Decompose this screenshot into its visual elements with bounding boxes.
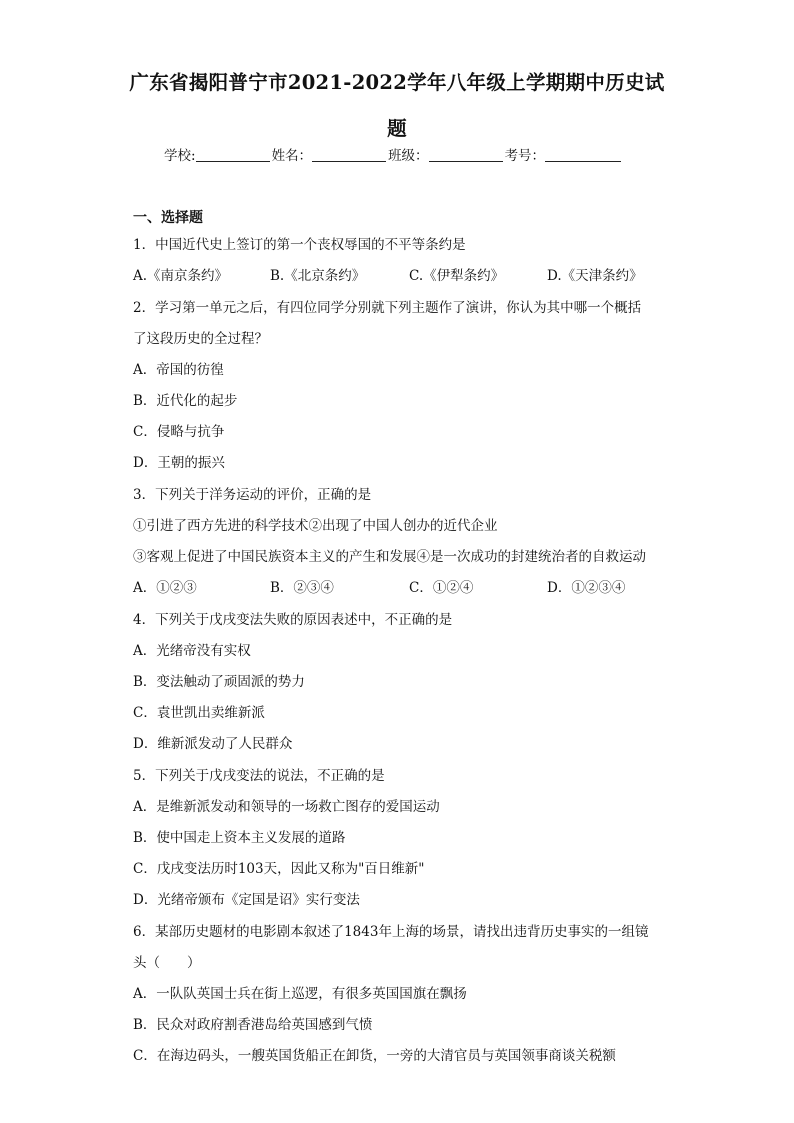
name-label: 姓名： [271, 148, 313, 164]
exam-number-label: 考号： [504, 148, 546, 164]
section-heading: 一、选择题 [133, 210, 203, 226]
question-1-option-d: D.《天津条约》 [547, 268, 643, 284]
exam-number-blank[interactable] [545, 146, 621, 162]
question-2-option-c: C．侵略与抗争 [133, 424, 225, 440]
question-4-option-a: A．光绪帝没有实权 [133, 643, 251, 659]
question-5-option-c: C．戊戌变法历时103天，因此又称为"百日维新" [133, 861, 425, 877]
question-2-stem: 2．学习第一单元之后，有四位同学分别就下列主题作了演讲，你认为其中哪一个概括 [133, 300, 642, 316]
question-6-option-c: C．在海边码头，一艘英国货船正在卸货，一旁的大清官员与英国领事商谈关税额 [133, 1048, 616, 1064]
page-title-continued: 题 [387, 117, 407, 140]
question-1-option-c: C.《伊犁条约》 [409, 268, 505, 284]
question-2-stem-continued: 了这段历史的全过程？ [133, 331, 268, 347]
question-6-option-b: B．民众对政府割香港岛给英国感到气愤 [133, 1017, 373, 1033]
question-6-option-a: A．一队队英国士兵在街上巡逻，有很多英国国旗在飘扬 [133, 986, 467, 1002]
question-3-statements-1: ①引进了西方先进的科学技术②出现了中国人创办的近代企业 [133, 518, 498, 534]
question-3-option-b: B．②③④ [270, 580, 334, 596]
question-4-option-c: C．袁世凯出卖维新派 [133, 705, 265, 721]
question-3-statements-2: ③客观上促进了中国民族资本主义的产生和发展④是一次成功的封建统治者的自救运动 [133, 549, 646, 565]
question-2-option-a: A．帝国的彷徨 [133, 362, 224, 378]
question-2-option-d: D．王朝的振兴 [133, 455, 225, 471]
question-3-stem: 3．下列关于洋务运动的评价，正确的是 [133, 487, 372, 503]
question-1-stem: 1．中国近代史上签订的第一个丧权辱国的不平等条约是 [133, 237, 466, 253]
question-5-option-d: D．光绪帝颁布《定国是诏》实行变法 [133, 892, 360, 908]
question-6-stem: 6．某部历史题材的电影剧本叙述了1843年上海的场景，请找出违背历史事实的一组镜 [133, 924, 649, 940]
question-5-option-a: A．是维新派发动和领导的一场救亡图存的爱国运动 [133, 799, 440, 815]
name-blank[interactable] [312, 146, 386, 162]
school-label: 学校: [164, 148, 196, 164]
class-blank[interactable] [429, 146, 503, 162]
question-2-option-b: B．近代化的起步 [133, 393, 238, 409]
page-title: 广东省揭阳普宁市2021-2022学年八年级上学期期中历史试 [129, 71, 665, 94]
student-info-row [164, 144, 623, 164]
class-label: 班级： [388, 148, 429, 164]
question-5-option-b: B．使中国走上资本主义发展的道路 [133, 830, 346, 846]
question-6-stem-continued: 头（ ） [133, 955, 201, 971]
question-1-option-b: B.《北京条约》 [270, 268, 366, 284]
school-blank[interactable] [196, 146, 270, 162]
question-1-option-a: A.《南京条约》 [133, 268, 229, 284]
question-3-option-d: D．①②③④ [547, 580, 626, 596]
question-4-option-b: B．变法触动了顽固派的势力 [133, 674, 305, 690]
question-4-option-d: D．维新派发动了人民群众 [133, 736, 293, 752]
question-3-option-a: A．①②③ [133, 580, 197, 596]
question-5-stem: 5．下列关于戊戌变法的说法，不正确的是 [133, 768, 385, 784]
question-3-option-c: C．①②④ [409, 580, 474, 596]
question-4-stem: 4．下列关于戊戌变法失败的原因表述中，不正确的是 [133, 612, 453, 628]
